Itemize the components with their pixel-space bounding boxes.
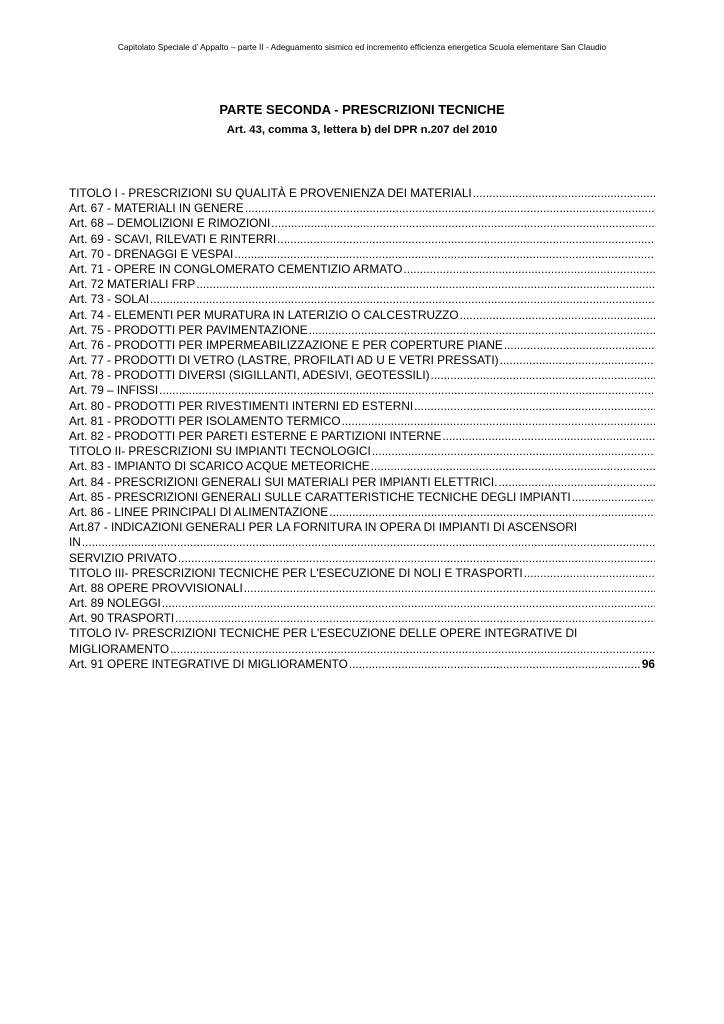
toc-entry-text: TITOLO II- PRESCRIZIONI SU IMPIANTI TECNOLOGICI	[69, 444, 371, 459]
toc-entry-text: Art. 77 - PRODOTTI DI VETRO (LASTRE, PROFILATI AD U E VETRI PRESSATI)	[69, 353, 499, 368]
running-header: Capitolato Speciale d’ Appalto – parte II - Adeguamento sismico ed incremento efficienza energetica Scuola elementare San Claudio	[117, 42, 607, 52]
toc-entry	[69, 490, 655, 505]
toc-entry	[69, 247, 655, 262]
toc-entry-text: Art. 89 NOLEGGI	[69, 596, 161, 611]
toc-entry-text: TITOLO IV- PRESCRIZIONI TECNICHE PER L'ESECUZIONE DELLE OPERE INTEGRATIVE DI	[69, 626, 578, 641]
toc-entry-text: Art. 81 - PRODOTTI PER ISOLAMENTO TERMICO	[69, 413, 341, 428]
toc-entry-text: Art. 88 OPERE PROVVISIONALI	[69, 580, 243, 595]
toc-dot-leader	[473, 186, 655, 201]
toc-dot-leader	[572, 490, 655, 505]
toc-dot-leader	[82, 535, 655, 550]
toc-entry-text: Art. 79 – INFISSI	[69, 383, 159, 398]
toc-dot-leader	[170, 642, 655, 657]
toc-entry-text: IN	[69, 535, 81, 550]
toc-dot-leader	[271, 216, 655, 231]
toc-dot-leader	[244, 581, 655, 596]
toc-entry	[69, 444, 655, 459]
toc-entry	[69, 520, 655, 535]
toc-dot-leader	[372, 444, 655, 459]
toc-dot-leader	[342, 414, 655, 429]
toc-dot-leader	[150, 292, 655, 307]
toc-dot-leader	[442, 429, 655, 444]
toc-entry	[69, 216, 655, 231]
page-title: PARTE SECONDA - PRESCRIZIONI TECNICHE	[219, 102, 505, 117]
table-of-contents	[69, 186, 655, 672]
toc-entry	[69, 657, 655, 672]
toc-entry-text: Art. 75 - PRODOTTI PER PAVIMENTAZIONE	[69, 322, 308, 337]
toc-entry-text: Art. 90 TRASPORTI	[69, 611, 175, 626]
toc-entry	[69, 353, 655, 368]
toc-entry-text: Art. 68 – DEMOLIZIONI E RIMOZIONI	[69, 216, 271, 231]
toc-entry	[69, 399, 655, 414]
toc-dot-leader	[162, 596, 655, 611]
toc-entry	[69, 581, 655, 596]
toc-entry-text: TITOLO I - PRESCRIZIONI SU QUALITÀ E PROVENIENZA DEI MATERIALI	[69, 186, 472, 200]
toc-entry	[69, 626, 655, 641]
toc-entry	[69, 535, 655, 550]
toc-dot-leader	[498, 475, 655, 490]
toc-entry	[69, 429, 655, 444]
toc-entry-text: Art.87 - INDICAZIONI GENERALI PER LA FORNITURA IN OPERA DI IMPIANTI DI ASCENSORI	[69, 520, 578, 535]
toc-dot-leader	[175, 611, 655, 626]
toc-entry-text: Art. 73 - SOLAI	[69, 292, 149, 307]
toc-dot-leader	[414, 399, 655, 414]
toc-entry-text: TITOLO III- PRESCRIZIONI TECNICHE PER L'ESECUZIONE DI NOLI E TRASPORTI	[69, 565, 523, 580]
toc-entry	[69, 459, 655, 474]
toc-entry-text: Art. 91 OPERE INTEGRATIVE DI MIGLIORAMENTO	[69, 656, 348, 671]
toc-entry-text: Art. 85 - PRESCRIZIONI GENERALI SULLE CARATTERISTICHE TECNICHE DEGLI IMPIANTI	[69, 489, 571, 504]
toc-entry-text: Art. 86 - LINEE PRINCIPALI DI ALIMENTAZIONE	[69, 504, 329, 519]
toc-entry-text: Art. 67 - MATERIALI IN GENERE	[69, 201, 244, 216]
toc-entry	[69, 277, 655, 292]
toc-entry	[69, 186, 655, 201]
toc-entry-text: Art. 78 - PRODOTTI DIVERSI (SIGILLANTI, ADESIVI, GEOTESSILI)	[69, 368, 430, 383]
toc-dot-leader	[500, 353, 655, 368]
toc-dot-leader	[159, 383, 655, 398]
toc-dot-leader	[178, 551, 655, 566]
toc-dot-leader	[329, 505, 655, 520]
toc-dot-leader	[196, 277, 655, 292]
toc-entry-text: Art. 71 - OPERE IN CONGLOMERATO CEMENTIZIO ARMATO	[69, 261, 403, 276]
toc-dot-leader	[431, 368, 655, 383]
page-subtitle: Art. 43, comma 3, lettera b) del DPR n.207 del 2010	[226, 124, 498, 136]
toc-entry	[69, 414, 655, 429]
toc-entry	[69, 292, 655, 307]
toc-entry-text: SERVIZIO PRIVATO	[69, 550, 177, 565]
toc-entry-text: MIGLIORAMENTO	[69, 641, 170, 656]
toc-entry-text: Art. 72 MATERIALI FRP	[69, 277, 196, 292]
toc-entry-text: Art. 76 - PRODOTTI PER IMPERMEABILIZZAZIONE E PER COPERTURE PIANE	[69, 337, 503, 352]
toc-page-number: 96	[641, 656, 655, 671]
toc-dot-leader	[403, 262, 655, 277]
toc-dot-leader	[371, 459, 655, 474]
toc-entry-text: Art. 69 - SCAVI, RILEVATI E RINTERRI	[69, 231, 277, 246]
toc-entry-text: Art. 70 - DRENAGGI E VESPAI	[69, 246, 234, 261]
toc-entry	[69, 611, 655, 626]
toc-entry	[69, 475, 655, 490]
toc-entry-text: Art. 84 - PRESCRIZIONI GENERALI SUI MATERIALI PER IMPIANTI ELETTRICI.	[69, 474, 498, 489]
toc-dot-leader	[309, 323, 655, 338]
toc-entry	[69, 323, 655, 338]
toc-entry	[69, 642, 655, 657]
toc-entry	[69, 505, 655, 520]
toc-entry	[69, 596, 655, 611]
toc-dot-leader	[460, 308, 655, 323]
toc-entry	[69, 368, 655, 383]
toc-entry	[69, 383, 655, 398]
toc-dot-leader	[524, 566, 655, 581]
toc-entry	[69, 551, 655, 566]
toc-dot-leader	[234, 247, 655, 262]
toc-entry	[69, 338, 655, 353]
toc-entry	[69, 201, 655, 216]
toc-entry	[69, 232, 655, 247]
toc-entry	[69, 262, 655, 277]
toc-entry	[69, 566, 655, 581]
toc-dot-leader	[349, 657, 641, 672]
toc-dot-leader	[504, 338, 655, 353]
toc-entry-text: Art. 83 - IMPIANTO DI SCARICO ACQUE METEORICHE	[69, 459, 370, 474]
toc-entry-text: Art. 82 - PRODOTTI PER PARETI ESTERNE E PARTIZIONI INTERNE	[69, 429, 442, 443]
toc-dot-leader	[277, 232, 655, 247]
toc-dot-leader	[245, 201, 655, 216]
toc-entry-text: Art. 80 - PRODOTTI PER RIVESTIMENTI INTERNI ED ESTERNI	[69, 398, 414, 413]
toc-entry	[69, 308, 655, 323]
toc-entry-text: Art. 74 - ELEMENTI PER MURATURA IN LATERIZIO O CALCESTRUZZO	[69, 307, 459, 322]
